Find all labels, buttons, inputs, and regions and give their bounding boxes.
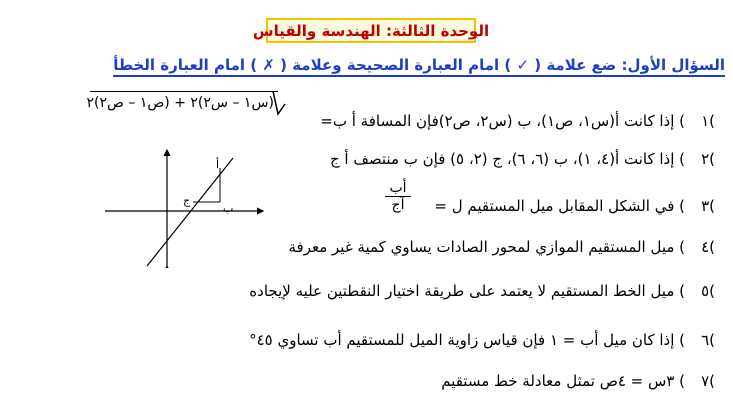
- item-statement-6: ) إذا كان ميل أب = ١ فإن قياس زاوية الميل للمستقيم أب تساوي ٤٥°: [249, 331, 685, 349]
- item-number-6: ٦(: [701, 331, 715, 349]
- item-statement-1: ) إذا كانت أ(س١، ص١)، ب (س٢، ص٢)فإن المسافة أ ب=: [320, 112, 685, 130]
- label-a: أ: [216, 158, 220, 171]
- slope-denominator: آج: [391, 197, 405, 213]
- label-c: ج: [183, 194, 191, 207]
- item-number-3: ٣(: [701, 197, 715, 215]
- distance-formula: (س١ – س٢)٢ + (ص١ – ص٢)٢: [86, 95, 274, 111]
- item-number-4: ٤(: [701, 238, 715, 256]
- item-number-7: ٧(: [701, 372, 715, 390]
- item-statement-2: ) إذا كانت أ(٤، ١)، ب (٦، ٦)، ج (٢، ٥) فإن ب منتصف أ ج: [329, 150, 685, 168]
- unit-title: الوحدة الثالثة: الهندسة والقياس: [252, 21, 490, 40]
- item-number-1: ١(: [701, 112, 715, 130]
- item-statement-7: ) ٣س = ٤ص تمثل معادلة خط مستقيم: [441, 372, 685, 390]
- question-header: السؤال الأول: ضع علامة ( ✓ ) امام العبارة الصحيحة وعلامة ( ✗ ) امام العبارة الخطأ: [113, 56, 725, 77]
- unit-title-box: [252, 18, 490, 43]
- radical-bar: [90, 91, 278, 92]
- label-b: ب: [223, 202, 234, 215]
- slope-numerator: أب: [385, 180, 411, 197]
- slope-figure: [105, 148, 265, 268]
- radical-sign: [272, 90, 286, 116]
- item-statement-5: ) ميل الخط المستقيم لا يعتمد على طريقة اختيار النقطتين عليه لإيجاده: [249, 282, 685, 300]
- item-statement-3: ) في الشكل المقابل ميل المستقيم ل =: [434, 197, 685, 215]
- item-number-5: ٥(: [701, 282, 715, 300]
- item-number-2: ٢(: [701, 150, 715, 168]
- slope-fraction: [385, 180, 411, 213]
- item-statement-4: ) ميل المستقيم الموازي لمحور الصادات يساوي كمية غير معرفة: [288, 238, 685, 256]
